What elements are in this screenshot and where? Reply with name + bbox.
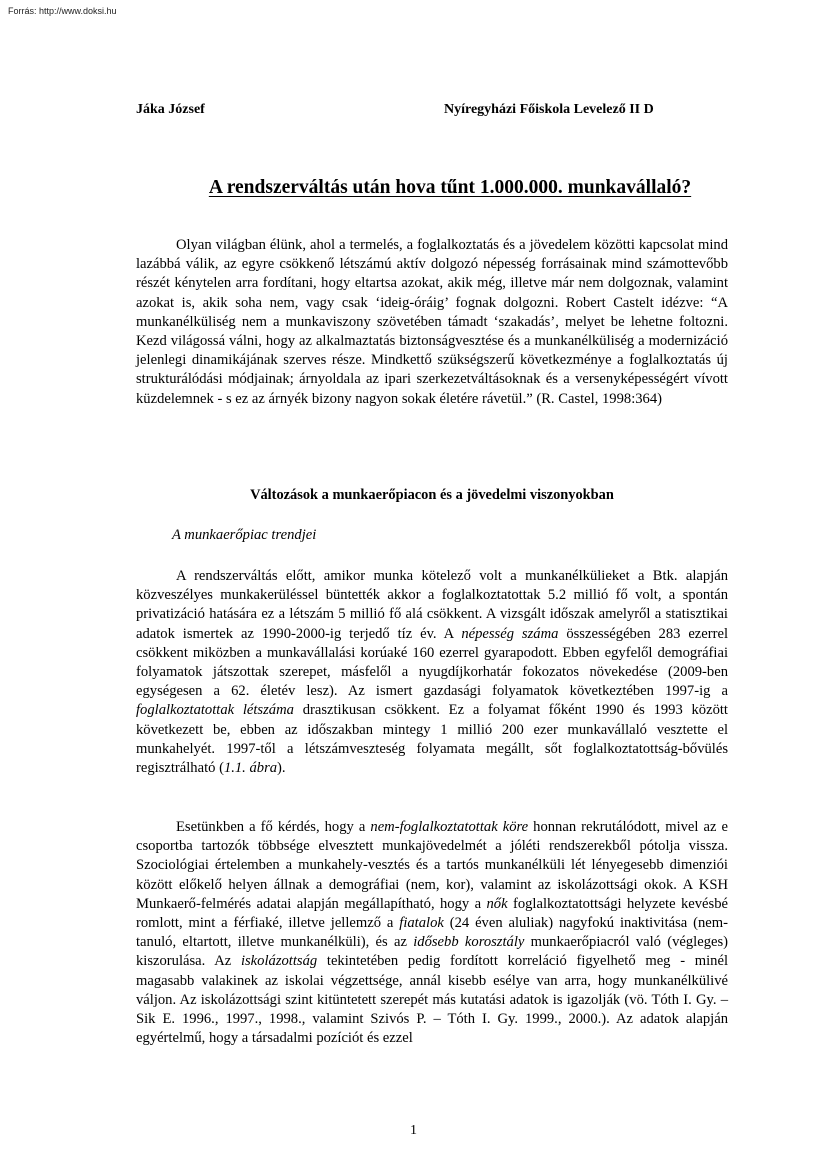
text-run: Esetünkben a fő kérdés, hogy a	[176, 819, 371, 835]
source-url: Forrás: http://www.doksi.hu	[8, 6, 117, 16]
author-name: Jáka József	[136, 102, 205, 117]
text-run: (24 éven aluliak) nagyfokú inaktivitása (nem-tanuló, eltartott, illetve munkanélküli), és az	[136, 915, 728, 951]
text-run: foglalkoztatottsági helyzete kevésbé romlott, mint a férfiaké, illetve jellemző a	[136, 895, 728, 932]
emphasis: fiatalok	[399, 915, 444, 932]
emphasis: nem-foglalkoztatottak köre	[370, 819, 529, 835]
text-run: munkaerőpiacról való (végleges) kiszorulása. Az	[136, 934, 729, 970]
emphasis: iskolázottság	[240, 953, 318, 970]
emphasis: nők	[486, 895, 508, 912]
text-run: honnan rekrutálódott, mivel az e csoportba tartozók többsége elvesztett munkajövedelmét a jóléti rendszerekből pótolja vissza. Szociológiai értelemben a munkahely-vesztés és a tartós munkanélküli lét lényegesebb dimenziói között előkelő helyen állnak a demográfiai (nem, kor), valamint az iskolázottsági okok. A KSH Munkaerő-felmérés adatai alapján megállapítható, hogy a	[136, 819, 728, 912]
institution-name: Nyíregyházi Főiskola Levelező II D	[444, 102, 654, 117]
text-run: ).	[277, 760, 286, 777]
page-number: 1	[410, 1123, 417, 1138]
document-title: A rendszerváltás után hova tűnt 1.000.000. munkavállaló?	[208, 177, 692, 198]
paragraph-labor-market	[136, 567, 728, 778]
section-title: Változások a munkaerőpiacon és a jövedelmi viszonyokban	[250, 487, 614, 503]
figure-reference: 1.1. ábra	[223, 760, 278, 777]
emphasis: foglalkoztatottak létszáma	[136, 702, 294, 719]
text-run: tekintetében pedig fordított korreláció figyelhető meg - minél magasabb valakinek az iskolai végzettsége, annál kisebb esélye van arra, hogy munkanélkülivé váljon. Az iskolázottsági szint kitüntetett szerepét más kutatási adatok is igazolják (vö. Tóth I. Gy. – Sik E. 1996., 1997., 1998., valamint Szivós P. – Tóth I. Gy. 1999., 2000.). Az adatok alapján egyértelmű, hogy a társadalmi pozíciót és ezzel	[136, 953, 729, 1047]
intro-paragraph	[136, 236, 728, 409]
text-run: drasztikusan csökkent. Ez a folyamat főként 1990 és 1993 között következett be, ebben az időszakban mintegy 1 millió 200 ezer munkavállaló vesztette el munkahelyét. 1997-től a létszámveszteség folyamata megállt, sőt foglalkoztatottság-bővülés regisztrálható (	[136, 702, 728, 777]
paragraph-non-employed	[136, 818, 728, 1048]
emphasis: népesség száma	[461, 625, 559, 642]
text-run: A rendszerváltás előtt, amikor munka kötelező volt a munkanélkülieket a Btk. alapján közveszélyes munkakerüléssel büntették akkor a foglalkoztatottak 5.2 millió fő volt, a spontán privatizáció hatására ez a létszám 5 millió fő alá csökkent. A vizsgált időszak amelyről a statisztikai adatok ismertek az 1990-2000-ig terjedő tíz év. A	[136, 568, 728, 642]
emphasis: idősebb korosztály	[413, 934, 525, 951]
subheading: A munkaerőpiac trendjei	[172, 527, 317, 543]
text-run: összességében 283 ezerrel csökkent miközben a munkavállalási korúaké 160 ezerrel gyarapodott. Ebben egyfelől demográfiai folyamatok játszottak szerepet, másfelől a nyugdíjkorhatár fokozatos növekedése (2009-ben egységesen a 62. életév lesz). Az ismert gazdasági folyamatok következtében 1997-ig a	[136, 625, 729, 700]
intro-text: Olyan világban élünk, ahol a termelés, a foglalkoztatás és a jövedelem közötti kapcsolat mind lazábbá válik, az egyre csökkenő létszámú aktív dolgozó népesség forrásainak mind számottevőbb részét kénytelen arra fordítani, hogy eltartsa azokat, akik még, illetve már nem dolgoznak, valamint azokat is, akik soha nem, vagy csak ‘ideig-óráig’ fognak dolgozni. Robert Castelt idézve: “A munkanélküliség nem a munkaviszony szövetében támadt ‘szakadás’, melyet be lehetne foltozni. Kezd világossá válni, hogy az alkalmaztatás biztonságvesztése és a munkanélküliség a modernizáció jelenlegi dinamikájának szerves része. Mindkettő szükségszerű következménye a foglalkoztatás új strukturálódási módjainak; árnyoldala az ipari szerkezetváltásoknak és a versenyképességért vívott küzdelemnek - s ez az árnyék bizony nagyon sokak életére rávetül.” (R. Castel, 1998:364)	[136, 237, 728, 407]
